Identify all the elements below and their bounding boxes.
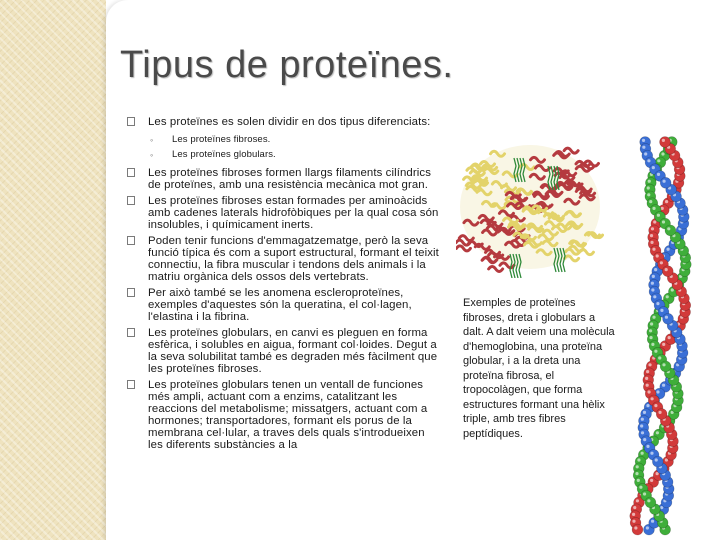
- bullet-box-icon: [127, 168, 135, 177]
- bullet-item: [127, 327, 439, 375]
- tropocollagen-image: [614, 136, 706, 536]
- bullet-item: [127, 195, 439, 231]
- bullet-box-icon: [127, 328, 135, 337]
- bullet-box-icon: [127, 196, 135, 205]
- sub-bullet-list: [148, 134, 439, 161]
- bullet-box-icon: [127, 380, 135, 389]
- bullet-box-icon: [127, 288, 135, 297]
- ring-bullet-icon: ◦: [150, 150, 154, 160]
- bullet-item: [127, 287, 439, 323]
- sub-bullet-text: Les proteïnes globulars.: [172, 149, 276, 160]
- bullet-item: [127, 235, 439, 283]
- decorative-side-stripe: [0, 0, 106, 540]
- slide-title: Tipus de proteïnes.: [120, 44, 454, 86]
- bullet-text: Per això també se les anomena escleroproteïnes, exemples d'aquestes són la queratina, el col·lagen, l'elastina i la fibrina.: [148, 287, 412, 323]
- sub-bullet-item: [148, 134, 439, 146]
- bullet-text: Les proteïnes fibroses estan formades per aminoàcids amb cadenes laterals hidrofòbiques per la qual cosa són insolubles, i químicament inerts.: [148, 195, 439, 231]
- bullet-text: Les proteïnes fibroses formen llargs filaments cilíndrics de proteïnes, amb una resistència mecànica mot gran.: [148, 167, 431, 191]
- bullet-box-icon: [127, 117, 135, 126]
- bullet-text: Les proteïnes es solen dividir en dos tipus diferenciats:: [148, 116, 431, 128]
- bullet-item: [127, 379, 439, 451]
- bullet-item: [127, 167, 439, 191]
- bullet-text: Poden tenir funcions d'emmagatzematge, però la seva funció típica és com a suport estructural, formant el teixit connectiu, la fibra muscular i tendons dels animals i la matriu orgànica dels ossos dels vertebrats.: [148, 235, 439, 283]
- sub-bullet-text: Les proteïnes fibroses.: [172, 134, 271, 145]
- bullet-text: Les proteïnes globulars, en canvi es pleguen en forma esfèrica, i solubles en aigua, formant col·loides. Degut a la seva solubilitat també es degraden més fàcilment que les proteïnes fibroses.: [148, 327, 438, 375]
- ring-bullet-icon: ◦: [150, 135, 154, 145]
- bullet-item: [127, 116, 439, 161]
- figure-caption: Exemples de proteïnes fibroses, dreta i globulars a dalt. A dalt veiem una molècula d'hemoglobina, una proteïna globular, i a la dreta una proteïna fibrosa, el tropocolàgen, que forma estructures formant una hèlix triple, amb tres fibres peptídiques.: [463, 297, 615, 440]
- bullet-list: [127, 116, 439, 455]
- sub-bullet-item: [148, 149, 439, 161]
- bullet-text: Les proteïnes globulars tenen un ventall de funciones més ampli, actuant com a enzims, catalitzant les reaccions del metabolisme; missatgers, actuant com a hormones; transportadores, formant els porus de la membrana cel·lular, a traves dels quals s'introdueixen les diferents substàncies a la: [148, 379, 428, 451]
- bullet-box-icon: [127, 236, 135, 245]
- hemoglobin-image: [456, 136, 604, 278]
